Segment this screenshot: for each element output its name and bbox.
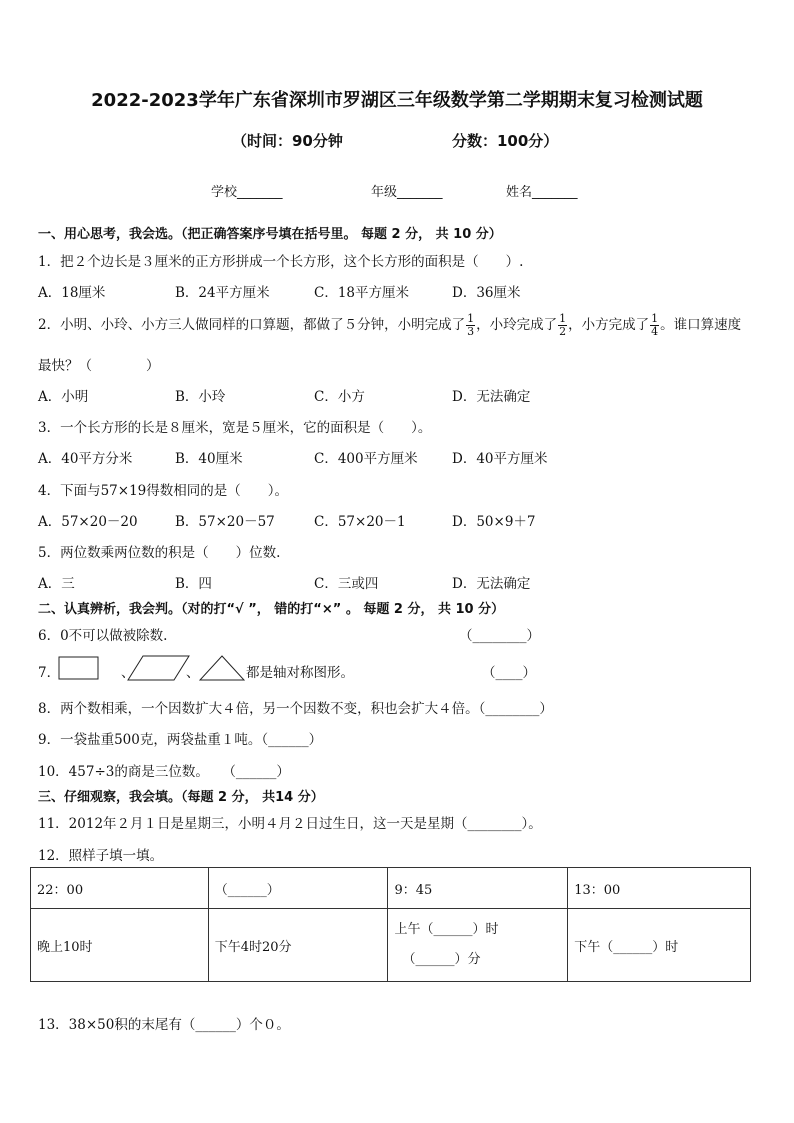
q4-option-a: A．57×20－20	[38, 514, 138, 530]
q2-text-pre: 2．小明、小玲、小方三人做同样的口算题，都做了５分钟，小明完成了	[38, 317, 466, 333]
question-8: 8．两个数相乘，一个因数扩大４倍，另一个因数不变，积也会扩大４倍。（________）	[38, 701, 553, 717]
q2-option-a: A．小明	[38, 389, 89, 405]
q2-option-b: B．小玲	[175, 389, 226, 405]
question-11: 11．2012年２月１日是星期三，小明４月２日过生日，这一天是星期（________）。	[38, 816, 542, 832]
q1-option-c: C．18平方厘米	[314, 285, 410, 301]
table-cell	[388, 909, 568, 982]
q2-text-mid1: ，小玲完成了	[476, 317, 558, 333]
q6-answer-blank: （________）	[459, 628, 540, 644]
section-1-heading: 一、用心思考，我会选。（把正确答案序号填在括号里。 每题 2 分， 共 10 分）	[38, 227, 502, 242]
table-cell: 22：00	[31, 868, 209, 909]
fraction-numerator: 1	[559, 312, 567, 325]
q7-answer-blank: （____）	[482, 665, 536, 681]
q4-option-b: B．57×20－57	[175, 514, 275, 530]
school-field: 学校_______	[211, 185, 283, 200]
fraction-numerator: 1	[467, 312, 475, 325]
fraction-denominator: 3	[467, 325, 475, 338]
table-row	[31, 909, 751, 982]
q4-option-d: D．50×9＋7	[452, 514, 536, 530]
name-field: 姓名_______	[506, 185, 578, 200]
exam-score: 分数：100分）	[452, 132, 559, 150]
question-5: 5．两位数乘两位数的积是（ ）位数.	[38, 545, 281, 561]
question-1: 1．把２个边长是３厘米的正方形拼成一个长方形，这个长方形的面积是（ ）.	[38, 254, 524, 270]
question-2	[38, 313, 741, 338]
table-row	[31, 868, 751, 909]
q2-text-mid2: ，小方完成了	[568, 317, 650, 333]
q3-option-b: B．40厘米	[175, 451, 243, 467]
table-cell: 晚上10时	[31, 909, 209, 982]
q5-option-b: B．四	[175, 576, 212, 592]
q3-option-c: C．400平方厘米	[314, 451, 418, 467]
question-13: 13．38×50积的末尾有（______）个０。	[38, 1017, 290, 1033]
q5-option-c: C．三或四	[314, 576, 379, 592]
table-cell: 9：45	[388, 868, 568, 909]
q2-option-c: C．小方	[314, 389, 365, 405]
q5-option-a: A．三	[38, 576, 75, 592]
q5-option-d: D．无法确定	[452, 576, 531, 592]
q1-option-d: D．36厘米	[452, 285, 521, 301]
fraction-numerator: 1	[651, 312, 659, 325]
question-2-line-2: 最快？（ ）	[38, 358, 160, 374]
question-6: 6．0不可以做被除数.	[38, 628, 168, 644]
q2-fraction-1	[466, 313, 475, 338]
q1-option-b: B．24平方厘米	[175, 285, 270, 301]
table-cell-line: 上午（______）时	[394, 922, 499, 937]
q3-option-a: A．40平方分米	[38, 451, 133, 467]
section-2-heading: 二、认真辨析，我会判。（对的打“√ ”， 错的打“×” 。 每题 2 分， 共 10 分）	[38, 602, 505, 617]
exam-time: （时间：90分钟	[232, 132, 343, 150]
q4-option-c: C．57×20－1	[314, 514, 406, 530]
table-cell: 下午4时20分	[208, 909, 388, 982]
q2-fraction-2	[558, 313, 567, 338]
parallelogram-shape-icon	[127, 655, 191, 682]
q2-text-post: 。谁口算速度	[660, 317, 742, 333]
question-4: 4．下面与57×19得数相同的是（ ）。	[38, 483, 289, 499]
time-conversion-table	[30, 867, 751, 982]
question-9: 9．一袋盐重500克，两袋盐重１吨。（______）	[38, 732, 323, 748]
fraction-denominator: 2	[559, 325, 567, 338]
section-3-heading: 三、仔细观察，我会填。（每题 2 分， 共14 分）	[38, 790, 324, 805]
q1-option-a: A．18厘米	[38, 285, 106, 301]
table-cell: 13：00	[568, 868, 751, 909]
question-10: 10．457÷3的商是三位数。 （______）	[38, 764, 290, 780]
q7-separator-1: 、	[121, 665, 135, 681]
q3-option-d: D．40平方厘米	[452, 451, 548, 467]
triangle-shape-icon	[199, 655, 245, 682]
fraction-denominator: 4	[651, 325, 659, 338]
grade-field: 年级_______	[371, 185, 443, 200]
q7-number: 7．	[38, 665, 61, 681]
q2-fraction-3	[650, 313, 659, 338]
page-title: 2022-2023学年广东省深圳市罗湖区三年级数学第二学期期末复习检测试题	[91, 90, 703, 111]
table-cell: 下午（______）时	[568, 909, 751, 982]
q2-option-d: D．无法确定	[452, 389, 531, 405]
question-3: 3．一个长方形的长是８厘米，宽是５厘米，它的面积是（ ）。	[38, 420, 432, 436]
question-7: 都是轴对称图形。	[246, 665, 354, 681]
question-12: 12．照样子填一填。	[38, 848, 164, 864]
table-cell-line: （______）分	[402, 952, 481, 967]
q7-separator-2: 、	[186, 665, 200, 681]
rectangle-shape-icon	[58, 656, 100, 681]
table-cell: （______）	[208, 868, 388, 909]
